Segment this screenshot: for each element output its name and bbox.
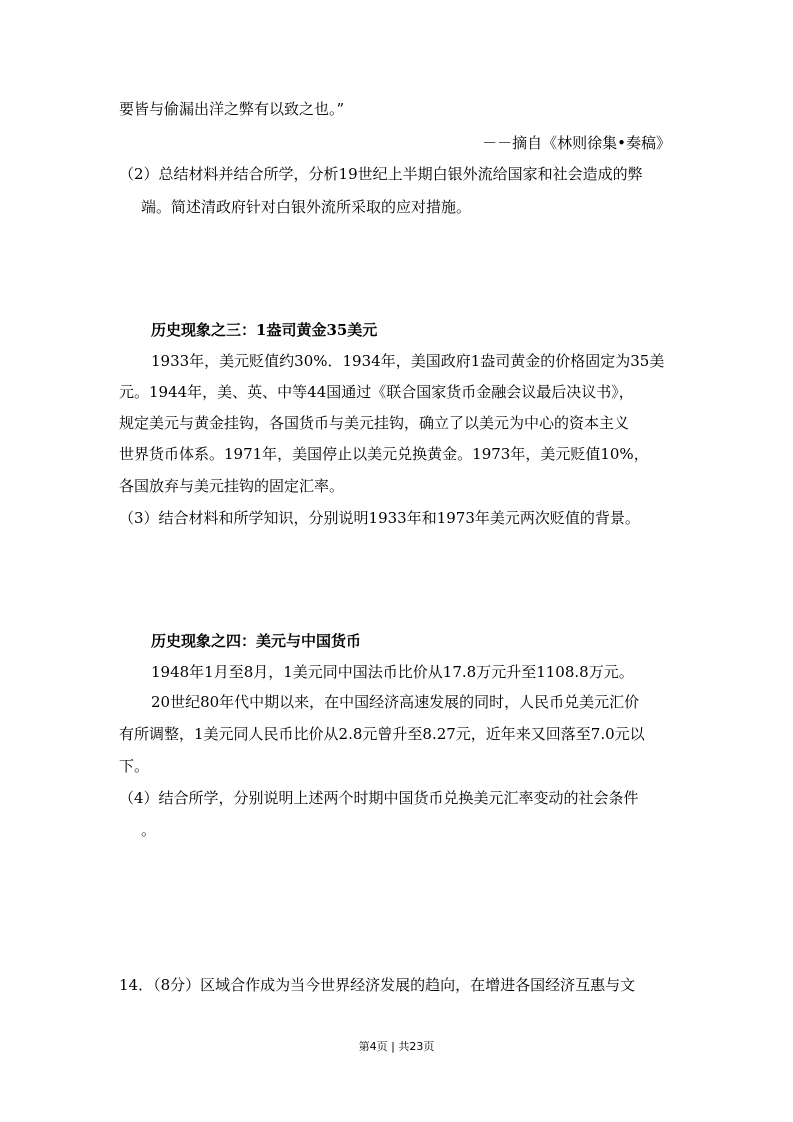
question-4-line-1: （4）结合所学，分别说明上述两个时期中国货币兑换美元汇率变动的社会条件 (119, 789, 639, 807)
section-3-paragraph-line-3: 规定美元与黄金挂钩，各国货币与美元挂钩，确立了以美元为中心的资本主义 (119, 414, 630, 432)
section-3-paragraph-line-1: 1933年，美元贬值约30%．1934年，美国政府1盎司黄金的价格固定为35美 (151, 352, 665, 370)
section-3-paragraph-line-5: 各国放弃与美元挂钩的固定汇率。 (119, 477, 345, 495)
section-3-paragraph-line-2: 元。1944年，美、英、中等44国通过《联合国家货币金融会议最后决议书》， (119, 383, 634, 401)
quote-end-text: 要皆与偷漏出洋之弊有以致之也。” (119, 100, 345, 118)
section-4-paragraph-1: 1948年1月至8月，1美元同中国法币比价从17.8万元升至1108.8万元。 (151, 663, 634, 681)
question-2-line-1: （2）总结材料并结合所学，分析19世纪上半期白银外流给国家和社会造成的弊 (119, 165, 643, 183)
question-2-line-2: 端。简述清政府针对白银外流所采取的应对措施。 (141, 198, 472, 216)
section-3-paragraph-line-4: 世界货币体系。1971年，美国停止以美元兑换黄金。1973年，美元贬值10%， (119, 445, 649, 463)
section-4-paragraph-2-line-2: 有所调整，1美元同人民币比价从2.8元曾升至8.27元，近年来又回落至7.0元以 (119, 725, 645, 743)
section-4-heading: 历史现象之四：美元与中国货币 (151, 632, 362, 650)
section-4-paragraph-2-line-3: 下。 (119, 757, 150, 775)
source-citation: －－摘自《林则徐集•奏稿》 (482, 134, 671, 152)
question-14: 14．（8分）区域合作成为当今世界经济发展的趋向，在增进各国经济互惠与文 (119, 976, 636, 994)
section-4-paragraph-2-line-1: 20世纪80年代中期以来，在中国经济高速发展的同时，人民币兑美元汇价 (151, 693, 640, 711)
page-footer: 第4页 | 共23页 (358, 1040, 435, 1053)
question-3: （3）结合材料和所学知识，分别说明1933年和1973年美元两次贬值的背景。 (119, 509, 640, 527)
section-3-heading: 历史现象之三：1盎司黄金35美元 (151, 321, 378, 339)
question-4-line-2: 。 (141, 821, 157, 839)
